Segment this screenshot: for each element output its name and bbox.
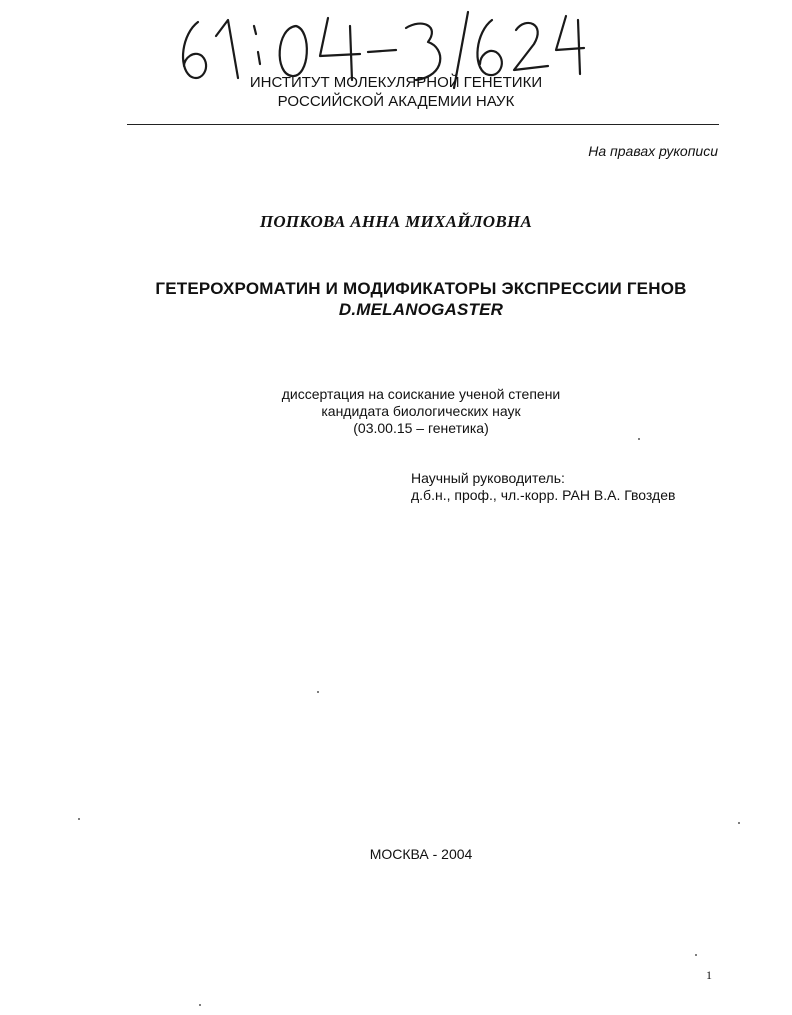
rights-note: На правах рукописи xyxy=(588,143,718,159)
dissertation-line3: (03.00.15 – генетика) xyxy=(353,420,489,436)
author-name: ПОПКОВА АННА МИХАЙЛОВНА xyxy=(259,212,533,231)
institute-name-line2: РОССИЙСКОЙ АКАДЕМИИ НАУК xyxy=(277,93,515,110)
header-divider xyxy=(127,124,719,125)
page-number: 1 xyxy=(706,968,712,982)
dissertation-line1: диссертация на соискание ученой степени xyxy=(281,386,561,402)
scan-speck xyxy=(638,438,640,440)
thesis-title-line1: ГЕТЕРОХРОМАТИН И МОДИФИКАТОРЫ ЭКСПРЕССИИ ГЕНОВ xyxy=(155,279,687,298)
scan-speck xyxy=(317,691,319,693)
institute-name-line1: ИНСТИТУТ МОЛЕКУЛЯРНОЙ ГЕНЕТИКИ xyxy=(249,74,543,91)
scan-speck xyxy=(78,818,80,820)
supervisor-label: Научный руководитель: xyxy=(411,470,565,486)
scan-speck xyxy=(199,1004,201,1006)
supervisor-name: д.б.н., проф., чл.-корр. РАН В.А. Гвоздев xyxy=(411,487,676,503)
thesis-title-line2: D.MELANOGASTER xyxy=(338,300,504,319)
scan-speck xyxy=(738,822,740,824)
city-year: МОСКВА - 2004 xyxy=(369,846,473,862)
scan-speck xyxy=(695,954,697,956)
dissertation-line2: кандидата биологических наук xyxy=(321,403,521,419)
supervisor-block xyxy=(411,470,675,504)
